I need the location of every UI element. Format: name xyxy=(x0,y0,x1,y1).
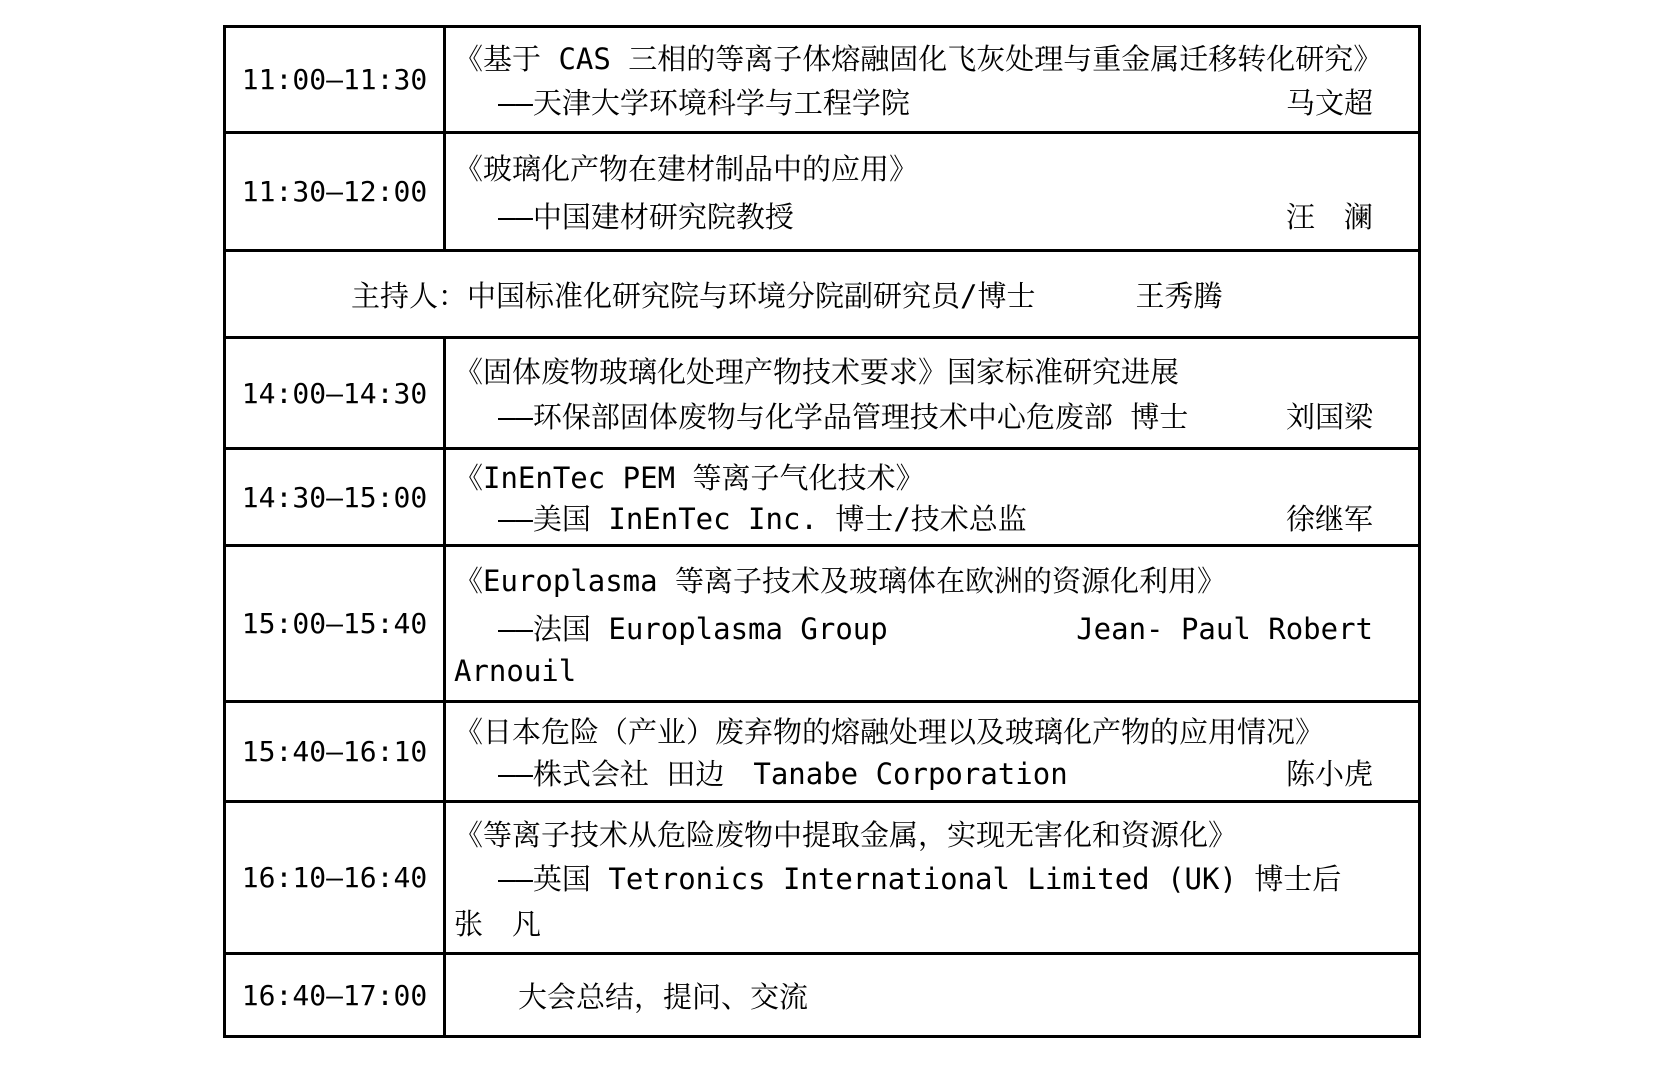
session-title: 《Europlasma 等离子技术及玻璃体在欧洲的资源化利用》 xyxy=(454,564,1227,599)
table-row xyxy=(226,339,1418,450)
host-name: 王秀腾 xyxy=(1135,278,1223,313)
table-row xyxy=(226,803,1418,955)
session-org-line xyxy=(454,752,1418,793)
session-org-line xyxy=(454,607,1418,648)
session-org-line xyxy=(454,395,1418,436)
session-cell xyxy=(446,803,1418,952)
session-title: 《玻璃化产物在建材制品中的应用》 xyxy=(454,152,919,186)
table-row xyxy=(226,28,1418,134)
table-row xyxy=(226,547,1418,703)
time-slot: 11:30—12:00 xyxy=(226,134,446,249)
session-org: ——法国 Europlasma Group xyxy=(498,611,888,646)
session-title: 《固体废物玻璃化处理产物技术要求》国家标准研究进展 xyxy=(454,354,1180,389)
speaker-name: 徐继军 xyxy=(1285,502,1373,536)
session-org: ——英国 Tetronics International Limited (UK) 博士后 xyxy=(498,862,1342,896)
session-cell xyxy=(446,134,1418,249)
session-org: ——美国 InEnTec Inc. 博士/技术总监 xyxy=(498,502,1027,536)
session-cell xyxy=(446,547,1418,700)
session-cell xyxy=(446,703,1418,800)
time-slot: 16:10—16:40 xyxy=(226,803,446,952)
summary-text: 大会总结，提问、交流 xyxy=(518,979,809,1014)
table-row xyxy=(226,450,1418,547)
time-slot: 15:40—16:10 xyxy=(226,703,446,800)
session-org: ——株式会社 田边 Tanabe Corporation xyxy=(498,757,1068,791)
session-org: ——环保部固体废物与化学品管理技术中心危废部 博士 xyxy=(498,400,1189,435)
speaker-name-continued: 张 凡 xyxy=(454,906,542,941)
host-row xyxy=(226,252,1418,339)
session-org-line xyxy=(454,81,1418,122)
host-label: 主持人：中国标准化研究院与环境分院副研究员/博士 xyxy=(351,278,1036,313)
session-title: 《基于 CAS 三相的等离子体熔融固化飞灰处理与重金属迁移转化研究》 xyxy=(454,42,1383,76)
speaker-name: 马文超 xyxy=(1285,86,1373,120)
session-org-line xyxy=(454,857,1418,898)
session-title: 《等离子技术从危险废物中提取金属，实现无害化和资源化》 xyxy=(454,817,1238,852)
time-slot: 16:40—17:00 xyxy=(226,955,446,1035)
speaker-name: 陈小虎 xyxy=(1285,757,1373,791)
session-org-line xyxy=(454,497,1418,538)
session-cell xyxy=(446,339,1418,447)
time-slot: 14:00—14:30 xyxy=(226,339,446,447)
session-cell xyxy=(446,28,1418,131)
session-cell xyxy=(446,450,1418,544)
schedule-table xyxy=(223,25,1421,1038)
time-slot: 15:00—15:40 xyxy=(226,547,446,700)
session-title: 《日本危险（产业）废弃物的熔融处理以及玻璃化产物的应用情况》 xyxy=(454,715,1325,749)
session-title: 《InEnTec PEM 等离子气化技术》 xyxy=(454,461,925,495)
table-row xyxy=(226,134,1418,252)
table-row xyxy=(226,703,1418,803)
table-row xyxy=(226,955,1418,1035)
speaker-name: Jean- Paul Robert xyxy=(1076,611,1373,646)
speaker-name: 汪 澜 xyxy=(1285,200,1373,234)
session-org: ——中国建材研究院教授 xyxy=(498,200,794,234)
session-org: ——天津大学环境科学与工程学院 xyxy=(498,86,910,120)
session-org-line xyxy=(454,195,1418,236)
speaker-name-continued: Arnouil xyxy=(454,653,577,688)
time-slot: 11:00—11:30 xyxy=(226,28,446,131)
speaker-name: 刘国梁 xyxy=(1285,400,1373,435)
time-slot: 14:30—15:00 xyxy=(226,450,446,544)
